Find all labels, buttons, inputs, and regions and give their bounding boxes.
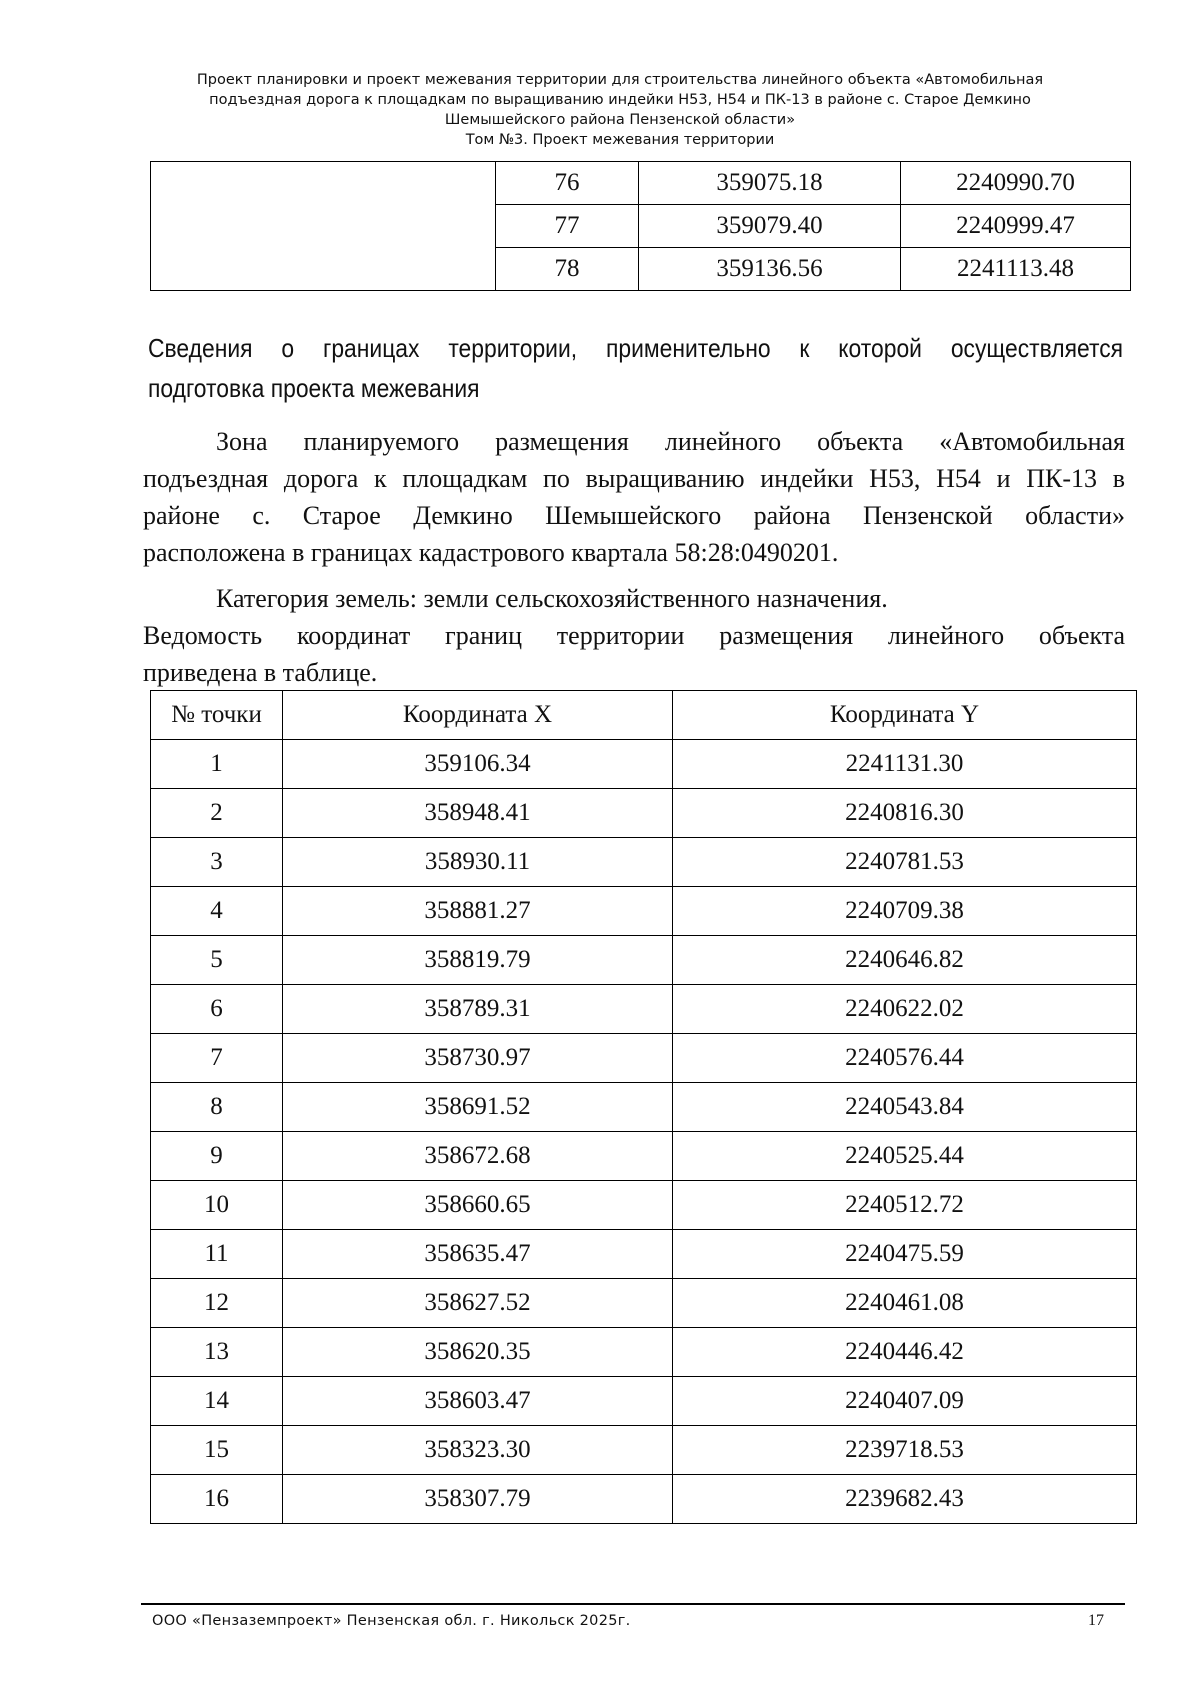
coordinate-y-cell: 2241131.30 xyxy=(673,740,1137,789)
page-number: 17 xyxy=(1088,1612,1104,1629)
paragraph-line: приведена в таблице. xyxy=(143,658,378,687)
point-number-cell: 5 xyxy=(151,936,283,985)
section-heading-line-2: подготовка проекта межевания xyxy=(148,373,480,403)
coordinate-x-cell: 358603.47 xyxy=(283,1377,673,1426)
table-row xyxy=(151,985,1137,1034)
table-row xyxy=(151,887,1137,936)
point-number-cell: 4 xyxy=(151,887,283,936)
table-header-row xyxy=(151,691,1137,740)
coordinate-x-cell: 358627.52 xyxy=(283,1279,673,1328)
coordinate-x-cell: 358819.79 xyxy=(283,936,673,985)
coordinate-y-cell: 2240475.59 xyxy=(673,1230,1137,1279)
point-number-cell: 12 xyxy=(151,1279,283,1328)
coordinate-y-cell: 2240461.08 xyxy=(673,1279,1137,1328)
footer-company: ООО «Пензаземпроект» Пензенская обл. г. Никольск 2025г. xyxy=(152,1613,631,1629)
table-row xyxy=(151,1083,1137,1132)
paragraph-line: подъездная дорога к площадкам по выращиванию индейки Н53, Н54 и ПК-13 в xyxy=(143,464,1125,493)
header-coordinate-x: Координата X xyxy=(283,691,673,740)
coordinate-x-cell: 358948.41 xyxy=(283,789,673,838)
coordinate-x-cell: 358660.65 xyxy=(283,1181,673,1230)
coordinate-x-cell: 358323.30 xyxy=(283,1426,673,1475)
table-row xyxy=(151,838,1137,887)
coordinate-y-cell: 2240622.02 xyxy=(673,985,1137,1034)
coordinate-y-cell: 2240512.72 xyxy=(673,1181,1137,1230)
paragraph-line: расположена в границах кадастрового квартала 58:28:0490201. xyxy=(143,538,839,567)
table-row xyxy=(151,1426,1137,1475)
coordinate-x-cell: 358620.35 xyxy=(283,1328,673,1377)
point-number-cell: 7 xyxy=(151,1034,283,1083)
point-number-cell: 2 xyxy=(151,789,283,838)
continued-coordinate-table xyxy=(150,161,1131,291)
table-row xyxy=(151,1034,1137,1083)
footer-divider xyxy=(141,1603,1125,1605)
empty-cell xyxy=(151,162,496,291)
table-row xyxy=(151,1279,1137,1328)
table-row xyxy=(151,162,1131,205)
point-number-cell: 10 xyxy=(151,1181,283,1230)
coordinate-x-cell: 358730.97 xyxy=(283,1034,673,1083)
coordinate-y-cell: 2240990.70 xyxy=(901,162,1131,205)
table-row xyxy=(151,1230,1137,1279)
coordinate-x-cell: 359079.40 xyxy=(639,205,901,248)
coordinate-x-cell: 358691.52 xyxy=(283,1083,673,1132)
section-heading xyxy=(148,328,1123,408)
document-header xyxy=(140,70,1100,150)
coordinate-y-cell: 2239718.53 xyxy=(673,1426,1137,1475)
table-row xyxy=(151,789,1137,838)
table-row xyxy=(151,740,1137,789)
coordinate-x-cell: 359075.18 xyxy=(639,162,901,205)
table-row xyxy=(151,1475,1137,1524)
coordinate-y-cell: 2240781.53 xyxy=(673,838,1137,887)
header-line-3: Шемышейского района Пензенской области» xyxy=(444,112,796,128)
table-row xyxy=(151,1132,1137,1181)
coordinate-y-cell: 2240525.44 xyxy=(673,1132,1137,1181)
point-number-cell: 1 xyxy=(151,740,283,789)
coordinate-y-cell: 2240407.09 xyxy=(673,1377,1137,1426)
coordinate-y-cell: 2241113.48 xyxy=(901,248,1131,291)
point-number-cell: 11 xyxy=(151,1230,283,1279)
table-row xyxy=(151,1377,1137,1426)
coordinate-x-cell: 359106.34 xyxy=(283,740,673,789)
point-number-cell: 15 xyxy=(151,1426,283,1475)
point-number-cell: 13 xyxy=(151,1328,283,1377)
point-number-cell: 76 xyxy=(496,162,639,205)
table-row xyxy=(151,936,1137,985)
coordinate-x-cell: 358789.31 xyxy=(283,985,673,1034)
table-row xyxy=(151,1328,1137,1377)
point-number-cell: 6 xyxy=(151,985,283,1034)
paragraph-line: Зона планируемого размещения линейного объекта «Автомобильная xyxy=(216,427,1125,456)
paragraph-line: Ведомость координат границ территории размещения линейного объекта xyxy=(143,621,1125,650)
point-number-cell: 78 xyxy=(496,248,639,291)
coordinate-x-cell: 358307.79 xyxy=(283,1475,673,1524)
coordinate-x-cell: 358881.27 xyxy=(283,887,673,936)
coordinate-x-cell: 359136.56 xyxy=(639,248,901,291)
point-number-cell: 9 xyxy=(151,1132,283,1181)
point-number-cell: 3 xyxy=(151,838,283,887)
coordinate-y-cell: 2240543.84 xyxy=(673,1083,1137,1132)
land-category-paragraph: Категория земель: земли сельскохозяйственного назначения. xyxy=(216,584,888,613)
coordinate-y-cell: 2240709.38 xyxy=(673,887,1137,936)
point-number-cell: 8 xyxy=(151,1083,283,1132)
paragraph-line: районе с. Старое Демкино Шемышейского района Пензенской области» xyxy=(143,501,1125,530)
coordinate-y-cell: 2240576.44 xyxy=(673,1034,1137,1083)
coordinate-x-cell: 358672.68 xyxy=(283,1132,673,1181)
header-line-1: Проект планировки и проект межевания территории для строительства линейного объекта «Автомобильная xyxy=(196,72,1044,88)
coordinate-y-cell: 2240646.82 xyxy=(673,936,1137,985)
zone-description-paragraph xyxy=(143,423,1125,571)
table-intro-paragraph xyxy=(143,617,1125,691)
coordinate-y-cell: 2239682.43 xyxy=(673,1475,1137,1524)
coordinate-x-cell: 358930.11 xyxy=(283,838,673,887)
coordinate-y-cell: 2240816.30 xyxy=(673,789,1137,838)
table-row xyxy=(151,1181,1137,1230)
coordinate-y-cell: 2240999.47 xyxy=(901,205,1131,248)
point-number-cell: 14 xyxy=(151,1377,283,1426)
point-number-cell: 77 xyxy=(496,205,639,248)
coordinate-x-cell: 358635.47 xyxy=(283,1230,673,1279)
boundary-coordinate-table xyxy=(150,690,1137,1524)
header-line-2: подъездная дорога к площадкам по выращиванию индейки Н53, Н54 и ПК-13 в районе с. Старое Демкино xyxy=(209,92,1031,108)
header-line-4: Том №3. Проект межевания территории xyxy=(465,132,775,148)
coordinate-y-cell: 2240446.42 xyxy=(673,1328,1137,1377)
point-number-cell: 16 xyxy=(151,1475,283,1524)
section-heading-line-1: Сведения о границах территории, применительно к которой осуществляется xyxy=(148,333,1124,363)
header-coordinate-y: Координата Y xyxy=(673,691,1137,740)
header-point-number: № точки xyxy=(151,691,283,740)
